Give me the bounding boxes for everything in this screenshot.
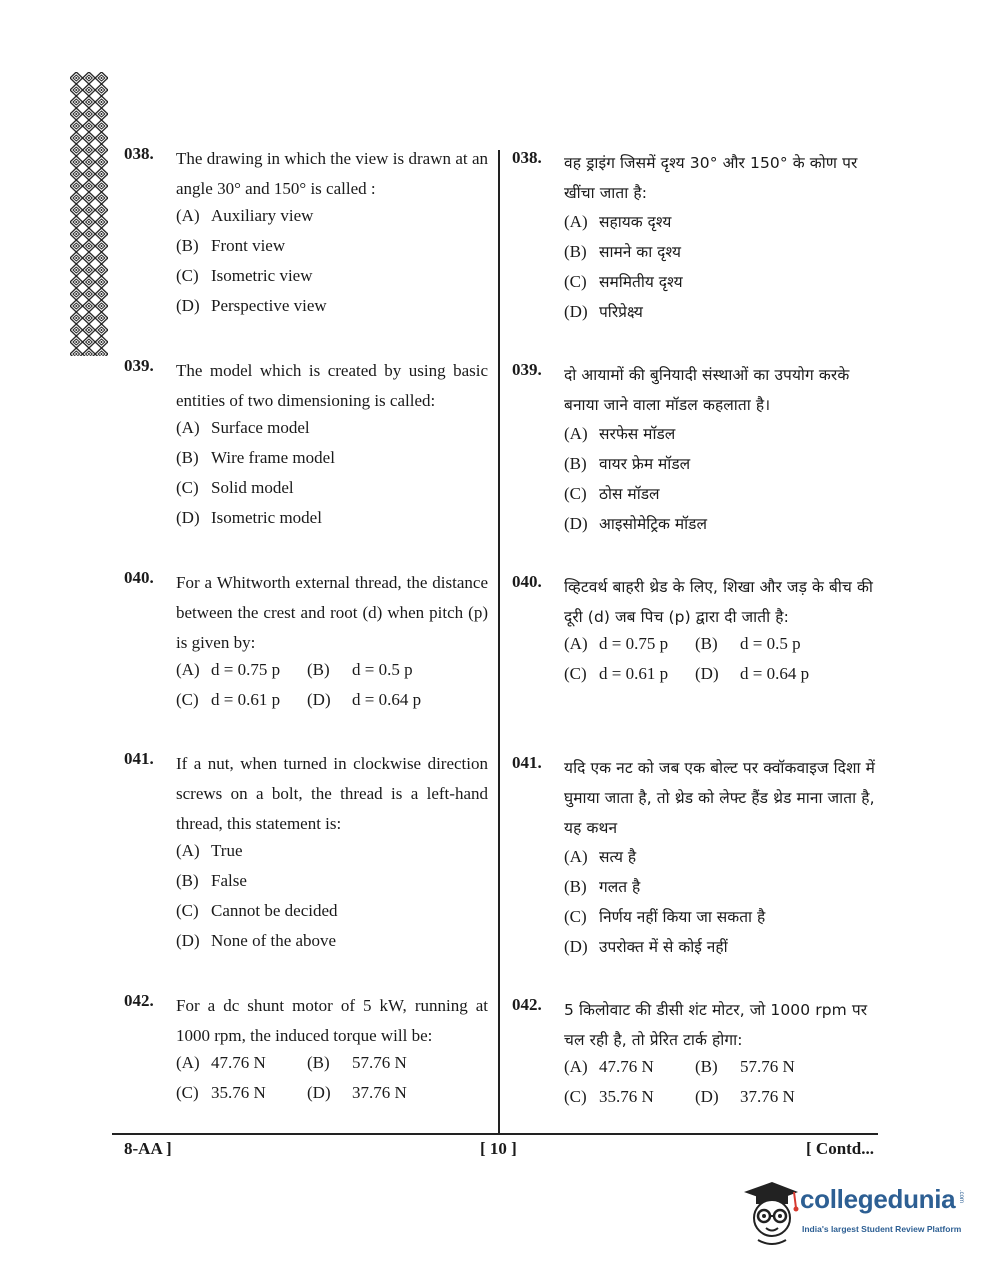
question-text: For a Whitworth external thread, the distance between the crest and root (d) when pitch (p) is given by: [176,573,488,653]
paper-code: 8-AA ] [124,1139,172,1158]
question-number: 040. [512,572,542,591]
logo-tagline: India's largest Student Review Platform [802,1224,962,1234]
question-text: व्हिटवर्थ बाहरी थ्रेड के लिए, शिखा और जड़ के बीच की दूरी (d) जब पिच (p) द्वारा दी जाती है: [564,578,873,627]
mascot-icon [742,1178,800,1248]
option-b[interactable]: (B) d = 0.5 p [695,634,801,653]
option-a[interactable]: (A) सरफेस मॉडल [564,424,676,443]
option-a[interactable]: (A) 47.76 N [564,1057,654,1076]
question-number: 038. [124,144,154,163]
collegedunia-logo[interactable] [742,1178,967,1248]
question-text: For a dc shunt motor of 5 kW, running at 1000 rpm, the induced torque will be: [176,996,488,1046]
option-d[interactable]: (D) Perspective view [176,296,327,315]
option-d[interactable]: (D) 37.76 N [695,1087,795,1106]
option-b[interactable]: (B) Wire frame model [176,448,335,467]
question-text: If a nut, when turned in clockwise direction screws on a bolt, the thread is a left-hand thread, this statement is: [176,754,488,834]
option-c[interactable]: (C) Solid model [176,478,294,497]
question-text: वह ड्राइंग जिसमें दृश्य 30° और 150° के कोण पर खींचा जाता है: [564,154,858,203]
question-text: यदि एक नट को जब एक बोल्ट पर क्वॉकवाइज दिशा में घुमाया जाता है, तो थ्रेड को लेफ्ट हैंड थ्रेड माना जाता है, यह कथन [564,759,876,838]
option-a[interactable]: (A) 47.76 N [176,1053,266,1072]
option-a[interactable]: (A) True [176,841,243,860]
question-number: 040. [124,568,154,587]
option-d[interactable]: (D) d = 0.64 p [307,690,422,709]
option-d[interactable]: (D) Isometric model [176,508,322,527]
option-b[interactable]: (B) False [176,871,247,890]
option-d[interactable]: (D) परिप्रेक्ष्य [564,302,643,321]
option-c[interactable]: (C) सममितीय दृश्य [564,272,683,291]
option-a[interactable]: (A) सत्य है [564,847,637,866]
option-c[interactable]: (C) d = 0.61 p [564,664,669,683]
question-text: The model which is created by using basic entities of two dimensioning is called: [176,361,488,411]
question-text: 5 किलोवाट की डीसी शंट मोटर, जो 1000 rpm पर चल रही है, तो प्रेरित टार्क होगा: [564,1001,868,1050]
question-number: 038. [512,148,542,167]
decorative-border-pattern [70,72,108,356]
option-a[interactable]: (A) Surface model [176,418,310,437]
question-number: 041. [124,749,154,768]
logo-wordmark: collegedunia [800,1184,956,1214]
option-a[interactable]: (A) d = 0.75 p [564,634,669,653]
option-d[interactable]: (D) None of the above [176,931,337,950]
option-c[interactable]: (C) 35.76 N [564,1087,654,1106]
option-d[interactable]: (D) 37.76 N [307,1083,407,1102]
question-number: 042. [512,995,542,1014]
option-d[interactable]: (D) d = 0.64 p [695,664,810,683]
question-text: दो आयामों की बुनियादी संस्थाओं का उपयोग करके बनाया जाने वाला मॉडल कहलाता है। [564,366,850,415]
option-c[interactable]: (C) d = 0.61 p [176,690,281,709]
column-divider [498,150,500,1135]
option-c[interactable]: (C) Isometric view [176,266,313,285]
question-number: 041. [512,753,542,772]
logo-domain: .com [958,1190,964,1204]
option-c[interactable]: (C) 35.76 N [176,1083,266,1102]
option-a[interactable]: (A) d = 0.75 p [176,660,281,679]
option-b[interactable]: (B) Front view [176,236,286,255]
option-a[interactable]: (A) सहायक दृश्य [564,212,672,231]
question-number: 039. [512,360,542,379]
option-b[interactable]: (B) d = 0.5 p [307,660,413,679]
option-b[interactable]: (B) गलत है [564,877,641,896]
question-number: 039. [124,356,154,375]
page-number: [ 10 ] [480,1139,517,1158]
option-c[interactable]: (C) ठोस मॉडल [564,484,660,503]
option-a[interactable]: (A) Auxiliary view [176,206,314,225]
question-number: 042. [124,991,154,1010]
question-text: The drawing in which the view is drawn at an angle 30° and 150° is called : [176,149,488,199]
option-c[interactable]: (C) निर्णय नहीं किया जा सकता है [564,907,766,926]
option-d[interactable]: (D) उपरोक्त में से कोई नहीं [564,937,728,956]
option-c[interactable]: (C) Cannot be decided [176,901,338,920]
option-b[interactable]: (B) वायर फ्रेम मॉडल [564,454,691,473]
option-b[interactable]: (B) सामने का दृश्य [564,242,681,261]
option-d[interactable]: (D) आइसोमेट्रिक मॉडल [564,514,707,533]
option-b[interactable]: (B) 57.76 N [307,1053,407,1072]
footer-rule [112,1133,878,1135]
option-b[interactable]: (B) 57.76 N [695,1057,795,1076]
continued-label: [ Contd... [806,1139,875,1158]
